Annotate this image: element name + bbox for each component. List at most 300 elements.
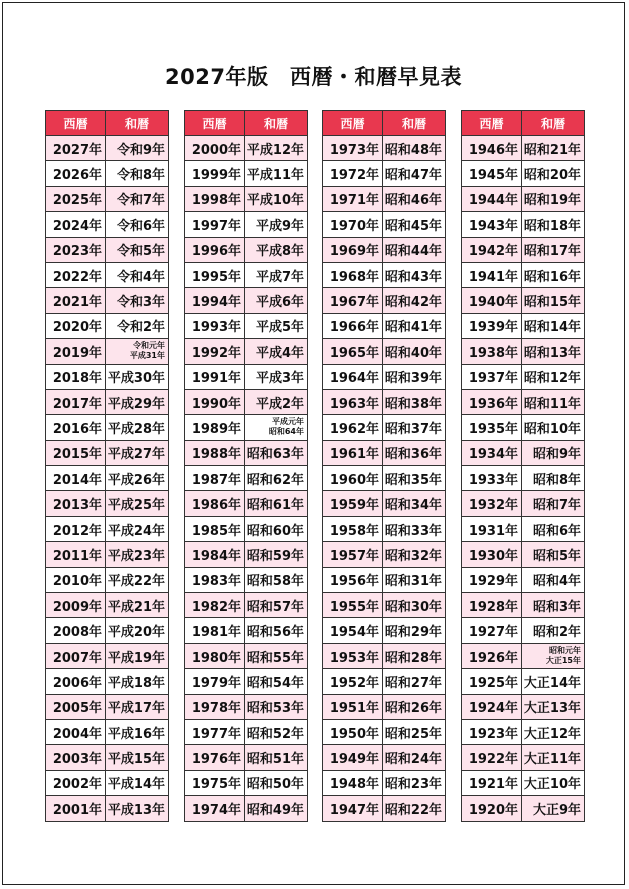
seireki-cell: 2014年 <box>46 466 106 491</box>
wareki-cell <box>522 643 585 668</box>
seireki-cell: 1967年 <box>323 288 383 313</box>
wareki-cell: 平成6年 <box>245 288 308 313</box>
table-row <box>323 161 446 186</box>
seireki-cell: 1989年 <box>185 415 245 440</box>
table-row <box>323 288 446 313</box>
seireki-cell: 1958年 <box>323 516 383 541</box>
wareki-cell: 昭和3年 <box>522 593 585 618</box>
table-row <box>185 593 308 618</box>
header-wareki: 和暦 <box>106 111 169 136</box>
table-row <box>462 745 585 770</box>
seireki-cell: 1921年 <box>462 770 522 795</box>
wareki-cell: 平成9年 <box>245 212 308 237</box>
table-row <box>323 567 446 592</box>
wareki-cell: 昭和25年 <box>383 719 446 744</box>
seireki-cell: 1986年 <box>185 491 245 516</box>
table-row <box>462 643 585 668</box>
seireki-cell: 1935年 <box>462 415 522 440</box>
year-table-2 <box>184 110 308 822</box>
table-row <box>46 770 169 795</box>
header-seireki: 西暦 <box>185 111 245 136</box>
table-row <box>46 542 169 567</box>
seireki-cell: 1956年 <box>323 567 383 592</box>
wareki-cell: 昭和54年 <box>245 669 308 694</box>
table-row <box>185 389 308 414</box>
wareki-cell: 平成2年 <box>245 389 308 414</box>
seireki-cell: 1950年 <box>323 719 383 744</box>
seireki-cell: 2008年 <box>46 618 106 643</box>
table-header-row <box>185 111 308 136</box>
wareki-cell: 昭和4年 <box>522 567 585 592</box>
table-row <box>46 516 169 541</box>
seireki-cell: 1934年 <box>462 440 522 465</box>
wareki-cell: 令和9年 <box>106 136 169 161</box>
seireki-cell: 1931年 <box>462 516 522 541</box>
table-row <box>46 262 169 287</box>
seireki-cell: 1963年 <box>323 389 383 414</box>
table-row <box>323 136 446 161</box>
table-row <box>323 694 446 719</box>
wareki-cell: 平成24年 <box>106 516 169 541</box>
seireki-cell: 2015年 <box>46 440 106 465</box>
seireki-cell: 1979年 <box>185 669 245 694</box>
seireki-cell: 1994年 <box>185 288 245 313</box>
table-row <box>46 161 169 186</box>
seireki-cell: 1949年 <box>323 745 383 770</box>
wareki-cell: 昭和2年 <box>522 618 585 643</box>
wareki-cell: 昭和60年 <box>245 516 308 541</box>
wareki-cell: 昭和12年 <box>522 364 585 389</box>
wareki-cell: 昭和58年 <box>245 567 308 592</box>
wareki-cell: 平成16年 <box>106 719 169 744</box>
table-row <box>462 136 585 161</box>
seireki-cell: 1966年 <box>323 313 383 338</box>
table-row <box>46 491 169 516</box>
seireki-cell: 2019年 <box>46 339 106 364</box>
seireki-cell: 1944年 <box>462 186 522 211</box>
table-row <box>46 313 169 338</box>
wareki-cell: 昭和11年 <box>522 389 585 414</box>
seireki-cell: 1927年 <box>462 618 522 643</box>
table-row <box>46 694 169 719</box>
table-row <box>323 262 446 287</box>
year-table-4 <box>461 110 585 822</box>
wareki-cell: 昭和37年 <box>383 415 446 440</box>
wareki-cell: 平成18年 <box>106 669 169 694</box>
wareki-cell: 昭和46年 <box>383 186 446 211</box>
wareki-cell: 平成11年 <box>245 161 308 186</box>
seireki-cell: 2026年 <box>46 161 106 186</box>
table-row <box>462 618 585 643</box>
table-row <box>462 770 585 795</box>
seireki-cell: 1996年 <box>185 237 245 262</box>
seireki-cell: 2011年 <box>46 542 106 567</box>
wareki-cell: 昭和29年 <box>383 618 446 643</box>
table-row <box>185 313 308 338</box>
wareki-cell: 平成12年 <box>245 136 308 161</box>
seireki-cell: 1945年 <box>462 161 522 186</box>
wareki-cell: 平成3年 <box>245 364 308 389</box>
table-row <box>462 669 585 694</box>
table-row <box>46 364 169 389</box>
wareki-cell: 平成13年 <box>106 796 169 821</box>
table-row <box>46 796 169 821</box>
header-seireki: 西暦 <box>46 111 106 136</box>
table-row <box>185 288 308 313</box>
seireki-cell: 1962年 <box>323 415 383 440</box>
table-row <box>462 186 585 211</box>
seireki-cell: 2020年 <box>46 313 106 338</box>
seireki-cell: 1972年 <box>323 161 383 186</box>
seireki-cell: 1975年 <box>185 770 245 795</box>
table-row <box>46 745 169 770</box>
seireki-cell: 1926年 <box>462 643 522 668</box>
seireki-cell: 2023年 <box>46 237 106 262</box>
seireki-cell: 1943年 <box>462 212 522 237</box>
wareki-cell: 昭和43年 <box>383 262 446 287</box>
table-row <box>323 593 446 618</box>
wareki-old-era: 昭和64年 <box>268 427 304 437</box>
seireki-cell: 1971年 <box>323 186 383 211</box>
table-row <box>323 669 446 694</box>
table-row <box>46 618 169 643</box>
seireki-cell: 1980年 <box>185 643 245 668</box>
wareki-cell: 平成14年 <box>106 770 169 795</box>
seireki-cell: 1968年 <box>323 262 383 287</box>
wareki-cell: 昭和57年 <box>245 593 308 618</box>
wareki-cell: 平成29年 <box>106 389 169 414</box>
table-row <box>462 415 585 440</box>
seireki-cell: 2027年 <box>46 136 106 161</box>
wareki-cell: 昭和28年 <box>383 643 446 668</box>
seireki-cell: 1932年 <box>462 491 522 516</box>
seireki-cell: 1929年 <box>462 567 522 592</box>
wareki-cell: 昭和10年 <box>522 415 585 440</box>
header-wareki: 和暦 <box>522 111 585 136</box>
table-row <box>462 440 585 465</box>
table-row <box>323 364 446 389</box>
wareki-cell: 平成17年 <box>106 694 169 719</box>
wareki-cell: 昭和50年 <box>245 770 308 795</box>
seireki-cell: 1922年 <box>462 745 522 770</box>
wareki-cell: 令和2年 <box>106 313 169 338</box>
seireki-cell: 1987年 <box>185 466 245 491</box>
table-row <box>185 186 308 211</box>
seireki-cell: 1982年 <box>185 593 245 618</box>
table-row <box>323 618 446 643</box>
seireki-cell: 1957年 <box>323 542 383 567</box>
seireki-cell: 1924年 <box>462 694 522 719</box>
wareki-cell: 平成7年 <box>245 262 308 287</box>
seireki-cell: 1930年 <box>462 542 522 567</box>
wareki-cell: 令和3年 <box>106 288 169 313</box>
wareki-cell: 平成15年 <box>106 745 169 770</box>
wareki-new-era: 昭和元年 <box>549 646 581 655</box>
table-row <box>323 542 446 567</box>
table-row <box>46 466 169 491</box>
wareki-cell: 昭和44年 <box>383 237 446 262</box>
seireki-cell: 1964年 <box>323 364 383 389</box>
seireki-cell: 1938年 <box>462 339 522 364</box>
wareki-cell: 昭和18年 <box>522 212 585 237</box>
wareki-cell: 昭和31年 <box>383 567 446 592</box>
seireki-cell: 2010年 <box>46 567 106 592</box>
wareki-cell: 昭和6年 <box>522 516 585 541</box>
table-row <box>185 415 308 440</box>
table-row <box>185 136 308 161</box>
seireki-cell: 1978年 <box>185 694 245 719</box>
wareki-cell: 昭和48年 <box>383 136 446 161</box>
table-row <box>462 364 585 389</box>
table-row <box>462 694 585 719</box>
seireki-cell: 1955年 <box>323 593 383 618</box>
table-row <box>462 212 585 237</box>
table-row <box>323 389 446 414</box>
wareki-new-era: 平成元年 <box>272 417 304 427</box>
table-row <box>323 339 446 364</box>
seireki-cell: 1923年 <box>462 719 522 744</box>
wareki-cell: 昭和16年 <box>522 262 585 287</box>
table-row <box>46 212 169 237</box>
seireki-cell: 2002年 <box>46 770 106 795</box>
wareki-cell: 令和5年 <box>106 237 169 262</box>
wareki-cell: 昭和17年 <box>522 237 585 262</box>
seireki-cell: 1983年 <box>185 567 245 592</box>
table-row <box>46 593 169 618</box>
seireki-cell: 1998年 <box>185 186 245 211</box>
wareki-cell: 大正11年 <box>522 745 585 770</box>
seireki-cell: 1959年 <box>323 491 383 516</box>
wareki-cell: 平成4年 <box>245 339 308 364</box>
wareki-cell: 平成22年 <box>106 567 169 592</box>
wareki-cell: 平成10年 <box>245 186 308 211</box>
table-row <box>323 796 446 821</box>
seireki-cell: 2025年 <box>46 186 106 211</box>
table-row <box>323 313 446 338</box>
seireki-cell: 2006年 <box>46 669 106 694</box>
seireki-cell: 1933年 <box>462 466 522 491</box>
seireki-cell: 1992年 <box>185 339 245 364</box>
table-row <box>323 491 446 516</box>
seireki-cell: 1947年 <box>323 796 383 821</box>
seireki-cell: 1948年 <box>323 770 383 795</box>
seireki-cell: 1946年 <box>462 136 522 161</box>
table-row <box>462 567 585 592</box>
seireki-cell: 1925年 <box>462 669 522 694</box>
table-row <box>323 719 446 744</box>
seireki-cell: 2018年 <box>46 364 106 389</box>
seireki-cell: 1941年 <box>462 262 522 287</box>
table-row <box>185 542 308 567</box>
table-row <box>185 491 308 516</box>
table-row <box>323 440 446 465</box>
wareki-cell: 大正10年 <box>522 770 585 795</box>
table-header-row <box>46 111 169 136</box>
table-row <box>462 719 585 744</box>
seireki-cell: 2012年 <box>46 516 106 541</box>
seireki-cell: 1990年 <box>185 389 245 414</box>
table-row <box>462 262 585 287</box>
wareki-cell: 平成25年 <box>106 491 169 516</box>
wareki-cell: 平成19年 <box>106 643 169 668</box>
wareki-cell: 昭和27年 <box>383 669 446 694</box>
wareki-cell: 昭和13年 <box>522 339 585 364</box>
table-row <box>46 186 169 211</box>
table-row <box>46 389 169 414</box>
wareki-old-era: 大正15年 <box>545 656 581 665</box>
wareki-cell: 昭和40年 <box>383 339 446 364</box>
wareki-cell: 昭和20年 <box>522 161 585 186</box>
wareki-cell: 昭和15年 <box>522 288 585 313</box>
header-seireki: 西暦 <box>323 111 383 136</box>
wareki-cell: 昭和19年 <box>522 186 585 211</box>
wareki-cell: 昭和53年 <box>245 694 308 719</box>
table-row <box>185 237 308 262</box>
wareki-cell: 平成28年 <box>106 415 169 440</box>
table-row <box>46 719 169 744</box>
seireki-cell: 1976年 <box>185 745 245 770</box>
table-row <box>46 339 169 364</box>
seireki-cell: 2022年 <box>46 262 106 287</box>
seireki-cell: 1970年 <box>323 212 383 237</box>
wareki-cell: 令和4年 <box>106 262 169 287</box>
header-wareki: 和暦 <box>245 111 308 136</box>
table-row <box>462 466 585 491</box>
wareki-cell: 昭和33年 <box>383 516 446 541</box>
wareki-cell: 昭和51年 <box>245 745 308 770</box>
wareki-cell: 平成5年 <box>245 313 308 338</box>
wareki-cell: 昭和23年 <box>383 770 446 795</box>
wareki-cell: 昭和32年 <box>383 542 446 567</box>
wareki-cell: 昭和9年 <box>522 440 585 465</box>
header-wareki: 和暦 <box>383 111 446 136</box>
table-row <box>185 161 308 186</box>
table-row <box>462 542 585 567</box>
wareki-cell: 昭和49年 <box>245 796 308 821</box>
wareki-cell: 平成26年 <box>106 466 169 491</box>
wareki-cell: 昭和42年 <box>383 288 446 313</box>
table-row <box>46 669 169 694</box>
wareki-cell: 昭和8年 <box>522 466 585 491</box>
table-row <box>462 796 585 821</box>
seireki-cell: 1977年 <box>185 719 245 744</box>
seireki-cell: 1940年 <box>462 288 522 313</box>
seireki-cell: 2007年 <box>46 643 106 668</box>
wareki-cell: 昭和55年 <box>245 643 308 668</box>
seireki-cell: 1991年 <box>185 364 245 389</box>
table-row <box>462 389 585 414</box>
table-row <box>323 415 446 440</box>
wareki-cell: 昭和7年 <box>522 491 585 516</box>
wareki-cell: 令和8年 <box>106 161 169 186</box>
table-row <box>46 415 169 440</box>
table-row <box>46 643 169 668</box>
table-row <box>185 567 308 592</box>
table-row <box>323 212 446 237</box>
table-row <box>323 516 446 541</box>
wareki-cell: 昭和30年 <box>383 593 446 618</box>
wareki-old-era: 平成31年 <box>129 351 165 361</box>
table-row <box>323 237 446 262</box>
seireki-cell: 1942年 <box>462 237 522 262</box>
wareki-cell: 平成8年 <box>245 237 308 262</box>
table-row <box>185 339 308 364</box>
wareki-new-era: 令和元年 <box>133 341 165 351</box>
seireki-cell: 1974年 <box>185 796 245 821</box>
wareki-cell: 昭和62年 <box>245 466 308 491</box>
seireki-cell: 1973年 <box>323 136 383 161</box>
wareki-cell: 平成23年 <box>106 542 169 567</box>
wareki-cell: 昭和26年 <box>383 694 446 719</box>
wareki-cell: 昭和21年 <box>522 136 585 161</box>
seireki-cell: 1953年 <box>323 643 383 668</box>
year-table-1 <box>45 110 169 822</box>
wareki-cell: 昭和24年 <box>383 745 446 770</box>
wareki-cell: 昭和22年 <box>383 796 446 821</box>
seireki-cell: 1997年 <box>185 212 245 237</box>
wareki-cell: 昭和34年 <box>383 491 446 516</box>
wareki-cell: 昭和35年 <box>383 466 446 491</box>
table-header-row <box>323 111 446 136</box>
table-row <box>185 466 308 491</box>
wareki-cell: 昭和39年 <box>383 364 446 389</box>
seireki-cell: 2004年 <box>46 719 106 744</box>
seireki-cell: 1999年 <box>185 161 245 186</box>
table-row <box>185 440 308 465</box>
seireki-cell: 2021年 <box>46 288 106 313</box>
seireki-cell: 1981年 <box>185 618 245 643</box>
table-row <box>185 643 308 668</box>
table-row <box>462 339 585 364</box>
wareki-cell: 大正9年 <box>522 796 585 821</box>
table-row <box>185 262 308 287</box>
seireki-cell: 1920年 <box>462 796 522 821</box>
table-row <box>462 491 585 516</box>
seireki-cell: 2009年 <box>46 593 106 618</box>
seireki-cell: 1954年 <box>323 618 383 643</box>
table-row <box>185 694 308 719</box>
wareki-cell: 昭和5年 <box>522 542 585 567</box>
seireki-cell: 1961年 <box>323 440 383 465</box>
table-row <box>185 618 308 643</box>
seireki-cell: 2000年 <box>185 136 245 161</box>
seireki-cell: 1965年 <box>323 339 383 364</box>
table-row <box>185 770 308 795</box>
seireki-cell: 2001年 <box>46 796 106 821</box>
wareki-cell: 平成21年 <box>106 593 169 618</box>
wareki-cell: 大正13年 <box>522 694 585 719</box>
table-row <box>185 212 308 237</box>
wareki-cell: 令和6年 <box>106 212 169 237</box>
table-row <box>323 745 446 770</box>
seireki-cell: 1969年 <box>323 237 383 262</box>
table-row <box>185 364 308 389</box>
table-row <box>462 288 585 313</box>
header-seireki: 西暦 <box>462 111 522 136</box>
wareki-cell: 昭和63年 <box>245 440 308 465</box>
seireki-cell: 2016年 <box>46 415 106 440</box>
table-row <box>46 288 169 313</box>
seireki-cell: 1937年 <box>462 364 522 389</box>
wareki-cell: 昭和14年 <box>522 313 585 338</box>
table-row <box>462 516 585 541</box>
wareki-cell: 大正12年 <box>522 719 585 744</box>
seireki-cell: 1952年 <box>323 669 383 694</box>
wareki-cell: 平成30年 <box>106 364 169 389</box>
table-row <box>462 593 585 618</box>
wareki-cell: 昭和45年 <box>383 212 446 237</box>
seireki-cell: 2024年 <box>46 212 106 237</box>
